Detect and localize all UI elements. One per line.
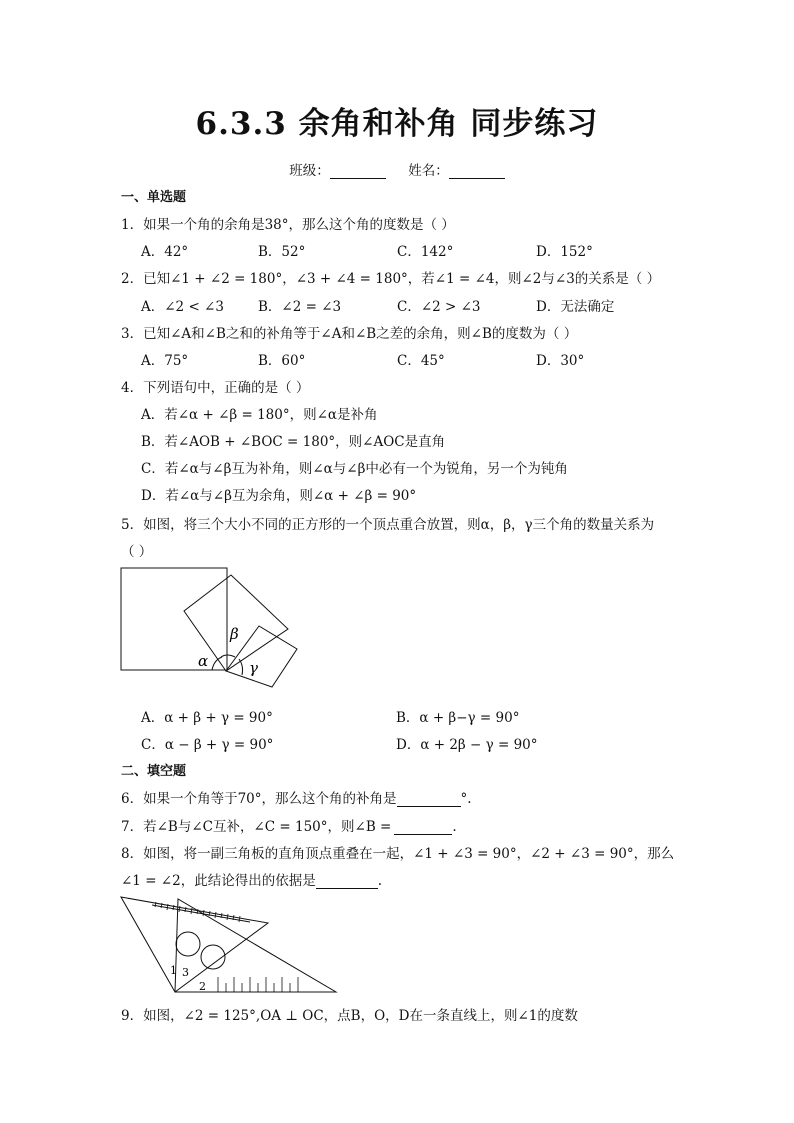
q4-option-d: D．若∠α与∠β互为余角，则∠α + ∠β = 90° bbox=[141, 488, 417, 504]
q7-blank bbox=[394, 820, 452, 835]
q1-option-c: C．142° bbox=[397, 244, 454, 260]
question-4: 4．下列语句中，正确的是（ ） bbox=[121, 380, 310, 396]
angle-3-label: 3 bbox=[182, 966, 189, 979]
q6-text: 6．如果一个角等于70°，那么这个角的补角是 bbox=[121, 791, 397, 807]
question-7 bbox=[121, 815, 457, 835]
angle-1-label: 1 bbox=[170, 964, 177, 977]
q5-option-a: A．α + β + γ = 90° bbox=[141, 710, 273, 726]
beta-arc bbox=[221, 655, 235, 657]
q7-suffix: . bbox=[452, 819, 457, 835]
ruler-edge bbox=[152, 905, 250, 922]
section-single-choice: 一、单选题 bbox=[121, 190, 187, 205]
section-fill-blank: 二、填空题 bbox=[121, 764, 187, 779]
name-blank bbox=[449, 164, 505, 179]
question-3: 3．已知∠A和∠B之和的补角等于∠A和∠B之差的余角，则∠B的度数为（ ） bbox=[121, 326, 578, 342]
class-label: 班级： bbox=[289, 163, 330, 179]
q2-option-c: C．∠2 > ∠3 bbox=[397, 299, 481, 315]
q4-option-c: C．若∠α与∠β互为补角，则∠α与∠β中必有一个为锐角，另一个为钝角 bbox=[141, 461, 568, 477]
q5-option-d: D．α + 2β − γ = 90° bbox=[396, 737, 538, 753]
question-6 bbox=[121, 787, 472, 807]
q8-set-squares-figure bbox=[118, 893, 342, 995]
page-title: 6.3.3 余角和补角 同步练习 bbox=[195, 106, 599, 142]
q2-option-a: A．∠2 < ∠3 bbox=[141, 299, 224, 315]
q3-option-a: A．75° bbox=[141, 353, 189, 369]
top-ruler-ticks bbox=[155, 902, 240, 922]
question-2: 2．已知∠1 + ∠2 = 180°，∠3 + ∠4 = 180°，若∠1 = ∠4，则∠2与∠3的关系是（ ） bbox=[121, 271, 661, 287]
q5-option-b: B．α + β−γ = 90° bbox=[396, 710, 520, 726]
question-1: 1．如果一个角的余角是38°，那么这个角的度数是（ ） bbox=[121, 217, 455, 233]
question-5-paren: （ ） bbox=[121, 544, 153, 560]
q1-option-b: B．52° bbox=[258, 244, 306, 260]
question-9: 9．如图，∠2 = 125°,OA ⊥ OC，点B，O，D在一条直线上，则∠1的度数 bbox=[121, 1008, 578, 1024]
student-info bbox=[0, 159, 794, 179]
q6-blank bbox=[397, 792, 461, 807]
ruler-hole-left bbox=[176, 932, 200, 956]
q8-blank bbox=[316, 874, 378, 889]
q1-option-d: D．152° bbox=[536, 244, 593, 260]
question-8-line-2 bbox=[121, 869, 382, 889]
q6-suffix: °. bbox=[460, 791, 472, 807]
q4-option-a: A．若∠α + ∠β = 180°，则∠α是补角 bbox=[141, 407, 378, 423]
q8-suffix: . bbox=[377, 873, 382, 889]
q2-option-b: B．∠2 = ∠3 bbox=[258, 299, 342, 315]
name-label: 姓名： bbox=[408, 163, 449, 179]
question-8-line-1: 8．如图，将一副三角板的直角顶点重叠在一起，∠1 + ∠3 = 90°，∠2 + ∠3 = 90°，那么 bbox=[121, 846, 675, 862]
class-blank bbox=[330, 164, 386, 179]
q5-squares-figure bbox=[118, 565, 303, 690]
q3-option-b: B．60° bbox=[258, 353, 306, 369]
alpha-label: α bbox=[198, 652, 209, 670]
q5-option-c: C．α − β + γ = 90° bbox=[141, 737, 274, 753]
bottom-ruler-ticks bbox=[218, 977, 298, 992]
q4-option-b: B．若∠AOB + ∠BOC = 180°，则∠AOC是直角 bbox=[141, 434, 446, 450]
q3-option-c: C．45° bbox=[397, 353, 445, 369]
triangle-ruler-large bbox=[121, 897, 268, 992]
q3-option-d: D．30° bbox=[536, 353, 585, 369]
angle-2-label: 2 bbox=[199, 980, 206, 993]
q2-option-d: D．无法确定 bbox=[536, 299, 615, 315]
question-5: 5．如图，将三个大小不同的正方形的一个顶点重合放置，则α，β，γ三个角的数量关系为 bbox=[121, 517, 655, 533]
gamma-label: γ bbox=[249, 659, 258, 677]
beta-label: β bbox=[230, 625, 239, 643]
large-square bbox=[121, 568, 227, 670]
q1-option-a: A．42° bbox=[141, 244, 189, 260]
q7-text: 7．若∠B与∠C互补，∠C = 150°，则∠B = bbox=[121, 819, 392, 835]
q8-text: ∠1 = ∠2，此结论得出的依据是 bbox=[121, 873, 316, 889]
